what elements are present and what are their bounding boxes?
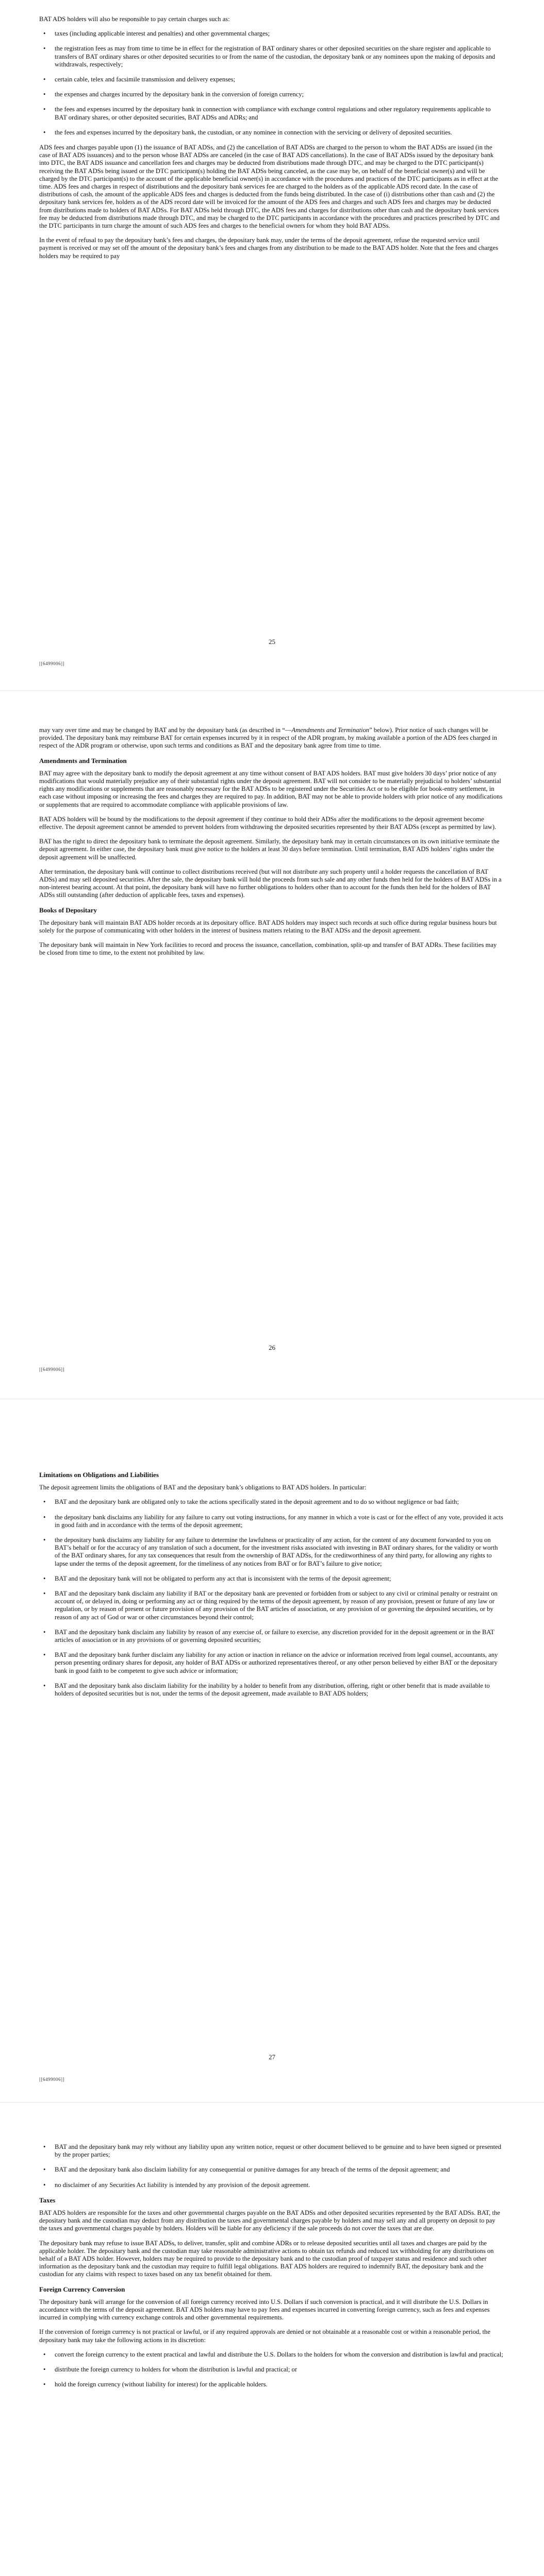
list-item: • the fees and expenses incurred by the depositary bank in connection with compliance with exchange control regulations and other regulatory requirements applicable to BAT ordinary shares, or other deposited securities, BAT ADSs and ADRs; and [43,106,491,121]
page-number: 25 [269,638,275,646]
bullet-icon: • [43,2181,46,2189]
bullet-icon: • [43,91,46,98]
list-item: • the registration fees as may from time to time be in effect for the registration of BAT ordinary shares or other deposited securities on the share register and applicable to transfers of BAT ordinary shares or other deposited securities to or from the name of the custodian, the depositary bank or any nominees upon the making of deposits and withdrawals, respectively; [43,45,496,68]
body-paragraph: In the event of refusal to pay the depositary bank’s fees and charges, the depositary bank may, under the terms of the deposit agreement, refuse the requested service until payment is received or may set off the amount of the depositary bank’s fees and charges from any distribution to be made to the BAT ADS holder. Note that the fees and charges holders may be required to pay [39,236,498,260]
bullet-icon: • [43,128,46,136]
bullet-icon: • [43,45,46,53]
list-item: • the depositary bank disclaims any liability for any failure to carry out voting instructions, for any manner in which a vote is cast or for the effect of any vote, provided it acts in good faith and in accordance with the terms of the deposit agreement; [43,1513,503,1529]
page-28-body [39,2143,503,2396]
body-paragraph: The depositary bank will maintain BAT ADS holder records at its depositary office. BAT ADS holders may inspect such records at such office during regular business hours but solely for the purpose of communicating with other holders in the interest of business matters relating to the BAT ADSs and the deposit agreement. [39,919,497,935]
list-item: • hold the foreign currency (without liability for interest) for the applicable holders. [43,2381,268,2388]
list-item: • BAT and the depositary bank are obligated only to take the actions specifically stated in the deposit agreement and to do so without negligence or bad faith; [43,1498,459,1506]
page-divider [0,690,544,691]
list-item: • BAT and the depositary bank also disclaim liability for any consequential or punitive damages for any breach of the terms of the deposit agreement; and [43,2166,450,2174]
bullet-icon: • [43,2166,46,2174]
currency-options-list [39,2351,503,2389]
intro-paragraph: BAT ADS holders will also be responsible to pay certain charges such as: [39,15,230,23]
body-paragraph: The depositary bank will arrange for the conversion of all foreign currency received into U.S. Dollars if such conversion is practical, and it will distribute the U.S. Dollars in accordance with the terms of the deposit agreement. BAT ADS holders may have to pay fees and expenses incurred in converting foreign currency, such as fees and expenses incurred in complying with currency exchange controls and other governmental requirements. [39,2298,490,2321]
bullet-icon: • [43,30,46,38]
list-item: • taxes (including applicable interest and penalties) and other governmental charges; [43,30,270,38]
page-26-body [39,726,503,964]
list-item: • no disclaimer of any Securities Act liability is intended by any provision of the deposit agreement. [43,2181,310,2189]
section-heading: Amendments and Termination [39,756,127,765]
limitations-list [39,1498,503,1698]
cross-reference: Amendments and Termination [291,726,370,734]
document-id: [[6499006]] [39,2077,64,2082]
body-paragraph: BAT ADS holders will be bound by the modifications to the deposit agreement if they continue to hold their ADSs after the modifications to the deposit agreement become effective. The deposit agreement cannot be amended to prevent holders from withdrawing the deposited securities represented by their BAT ADSs (except as permitted by law). [39,815,497,831]
page-27-body [39,1471,503,1705]
bullet-icon: • [43,1498,46,1506]
page-number: 27 [269,2053,275,2061]
bullet-icon: • [43,1590,46,1598]
document-id: [[6499006]] [39,1367,64,1372]
page-number: 26 [269,1344,275,1351]
bullet-icon: • [43,1628,46,1636]
body-paragraph: The deposit agreement limits the obligations of BAT and the depositary bank’s obligations to BAT ADS holders. In particular: [39,1484,367,1492]
limitations-list-continued [39,2143,503,2189]
body-paragraph: After termination, the depositary bank will continue to collect distributions received (but will not distribute any such property until a holder requests the cancellation of BAT ADSs) and may sell deposited securities. After the sale, the depositary bank will hold the proceeds from such sale and any other funds then held for the holders of BAT ADSs in a non-interest bearing account. At that point, the depositary bank will have no further obligations to holders other than to account for the funds then held for the holders of BAT ADSs still outstanding (after deduction of applicable fees, taxes and expenses). [39,868,502,899]
bullet-icon: • [43,2143,46,2150]
list-item: • the expenses and charges incurred by the depositary bank in the conversion of foreign currency; [43,91,304,98]
body-paragraph: The depositary bank may refuse to issue BAT ADSs, to deliver, transfer, split and combine ADRs or to release deposited securities until all taxes and charges are paid by the applicable holder. The depositary bank and the custodian may take reasonable administrative actions to obtain tax refunds and reduced tax withholding for any distributions on behalf of a BAT ADS holder. However, holders may be required to provide to the depositary bank and to the custodian proof of taxpayer status and residence and such other information as the depositary bank and the custodian may require to fulfill legal obligations. BAT ADS holders are required to indemnify BAT, the depositary bank and the custodian for any claims with respect to taxes based on any tax benefit obtained for them. [39,2239,494,2278]
document-id: [[6499006]] [39,661,64,666]
page-25-body [39,15,503,267]
list-item: • BAT and the depositary bank may rely without any liability upon any written notice, request or other document believed to be genuine and to have been signed or presented by the proper parties; [43,2143,502,2159]
bullet-icon: • [43,1536,46,1544]
list-item: • BAT and the depositary bank will not be obligated to perform any act that is inconsistent with the terms of the deposit agreement; [43,1574,391,1582]
page-divider [0,2102,544,2103]
list-item: • BAT and the depositary bank disclaim any liability if BAT or the depositary bank are prevented or forbidden from or subject to any civil or criminal penalty or restraint on account of, or delayed in, doing or performing any act or thing required by the terms of the deposit agreement, by reason of any provision, present or future of any law or regulation, or by reason of present or future provision of any provision of the BAT articles of association, or any provision of or governing the deposited securities, or by reason of any act of God or war or other circumstances beyond their control; [43,1590,498,1621]
body-paragraph: BAT may agree with the depositary bank to modify the deposit agreement at any time without consent of BAT ADS holders. BAT must give holders 30 days’ prior notice of any modifications that would materially prejudice any of their substantial rights under the deposit agreement. BAT will not consider to be materially prejudicial to holders’ substantial rights any modifications or supplements that are reasonably necessary for the BAT ADSs to be registered under the Securities Act or to be eligible for book-entry settlement, in each case without imposing or increasing the fees and charges they are required to pay. In addition, BAT may not be able to provide holders with prior notice of any modifications or supplements that are required to accommodate compliance with applicable provisions of law. [39,769,503,808]
body-paragraph: ADS fees and charges payable upon (1) the issuance of BAT ADSs, and (2) the cancellation of BAT ADSs are charged to the person to whom the BAT ADSs are issued (in the case of BAT ADS issuances) and to the person whose BAT ADSs are canceled (in the case of BAT ADS cancellations). In the case of BAT ADSs issued by the depositary bank into DTC, the BAT ADS issuance and cancellation fees and charges may be deducted from distributions made through DTC, and may be charged to the DTC participant(s) receiving the BAT ADSs being issued or the DTC participant(s) holding the BAT ADSs being canceled, as the case may be, on behalf of the beneficial owner(s) and will be charged by the DTC participant(s) to the account of the applicable beneficial owner(s) in accordance with the procedures and practices of the DTC participants as in effect at the time. ADS fees and charges in respect of distributions and the depositary bank services fee are charged to the holders as of the applicable ADS record date. In the case of distributions of cash, the amount of the applicable ADS fees and charges is deducted from the funds being distributed. In the case of (i) distributions other than cash and (2) the depositary bank services fee, holders as of the ADS record date will be invoiced for the amount of the ADS fees and charges and such ADS fees and charges may be deducted from distributions made to holders of BAT ADSs. For BAT ADSs held through DTC, the ADS fees and charges for distributions other than cash and the depositary bank services fee may be deducted from distributions made through DTC, and may be charged to the DTC participants in accordance with the procedures and practices prescribed by DTC and the DTC participants in turn charge the amount of such ADS fees and charges to the beneficial owners for whom they hold BAT ADSs. [39,144,500,230]
body-paragraph: BAT ADS holders are responsible for the taxes and other governmental charges payable on the BAT ADSs and other deposited securities represented by the BAT ADSs. BAT, the depositary bank and the custodian may deduct from any distribution the taxes and governmental charges payable by holders and may sell any and all property on deposit to pay the taxes and governmental charges payable by holders. Holders will be liable for any deficiency if the sale proceeds do not cover the taxes that are due. [39,2209,500,2232]
body-paragraph: The depositary bank will maintain in New York facilities to record and process the issuance, cancellation, combination, split-up and transfer of BAT ADRs. These facilities may be closed from time to time, to the extent not prohibited by law. [39,941,497,957]
list-item: • distribute the foreign currency to holders for whom the distribution is lawful and practical; or [43,2366,298,2374]
bullet-icon: • [43,2366,46,2374]
section-heading: Foreign Currency Conversion [39,2285,125,2293]
list-item: • convert the foreign currency to the extent practical and lawful and distribute the U.S. Dollars to the holders for whom the conversion and distribution is lawful and practical; [43,2350,503,2358]
bullet-icon: • [43,1574,46,1582]
bullet-icon: • [43,2381,46,2388]
bullet-icon: • [43,1651,46,1659]
bullet-icon: • [43,76,46,83]
list-item: • certain cable, telex and facsimile transmission and delivery expenses; [43,76,236,83]
bullet-icon: • [43,1513,46,1521]
section-heading: Books of Depositary [39,906,97,914]
body-paragraph: BAT has the right to direct the depositary bank to terminate the deposit agreement. Similarly, the depositary bank may in certain circumstances on its own initiative terminate the deposit agreement. In either case, the depositary bank must give notice to the holders at least 30 days before termination. Until termination, BAT ADS holders’ rights under the deposit agreement will be unaffected. [39,838,500,861]
section-heading: Taxes [39,2196,56,2204]
charges-list [39,30,503,137]
list-item: • BAT and the depositary bank also disclaim liability for the inability by a holder to benefit from any distribution, offering, right or other benefit that is made available to holders of deposited securities but is not, under the terms of the deposit agreement, made available to BAT ADS holders; [43,1682,490,1698]
list-item: • BAT and the depositary bank disclaim any liability by reason of any exercise of, or failure to exercise, any discretion provided for in the deposit agreement or in the BAT articles of association or in any provisions of or governing deposited securities; [43,1628,494,1644]
bullet-icon: • [43,1682,46,1689]
list-item: • the depositary bank disclaims any liability for any failure to determine the lawfulness or practicality of any action, for the content of any document forwarded to you on BAT’s behalf or for the accuracy of any translation of such a document, for the investment risks associated with investing in BAT ordinary shares, for the validity or worth of the BAT ordinary shares, for any tax consequences that result from the ownership of BAT ADSs, for the creditworthiness of any third party, for allowing any rights to lapse under the terms of the deposit agreement, for the timeliness of any notices from BAT or for BAT’s failure to give notice; [43,1536,498,1567]
body-paragraph: If the conversion of foreign currency is not practical or lawful, or if any required approvals are denied or not obtainable at a reasonable cost or within a reasonable period, the depositary bank may take the following actions in its discretion: [39,2328,490,2344]
list-item: • BAT and the depositary bank further disclaim any liability for any action or inaction in reliance on the advice or information received from legal counsel, accountants, any person presenting ordinary shares for deposit, any holder of BAT ADSs or authorized representatives thereof, or any other person believed by either BAT or the depositary bank in good faith to be competent to give such advice or information; [43,1651,498,1674]
list-item: • the fees and expenses incurred by the depositary bank, the custodian, or any nominee in connection with the servicing or delivery of deposited securities. [43,128,452,136]
body-paragraph: may vary over time and may be changed by BAT and by the depositary bank (as described in “—Amendments and Termination” below). Prior notice of such changes will be provided. The depositary bank may reimburse BAT for certain expenses incurred by it in respect of the ADR program, by making available a portion of the ADS fees charged in respect of the ADR program or otherwise, upon such terms and conditions as BAT and the depositary bank agree from time to time. [39,726,497,750]
section-heading: Limitations on Obligations and Liabilities [39,1471,159,1479]
bullet-icon: • [43,2350,46,2358]
bullet-icon: • [43,106,46,113]
